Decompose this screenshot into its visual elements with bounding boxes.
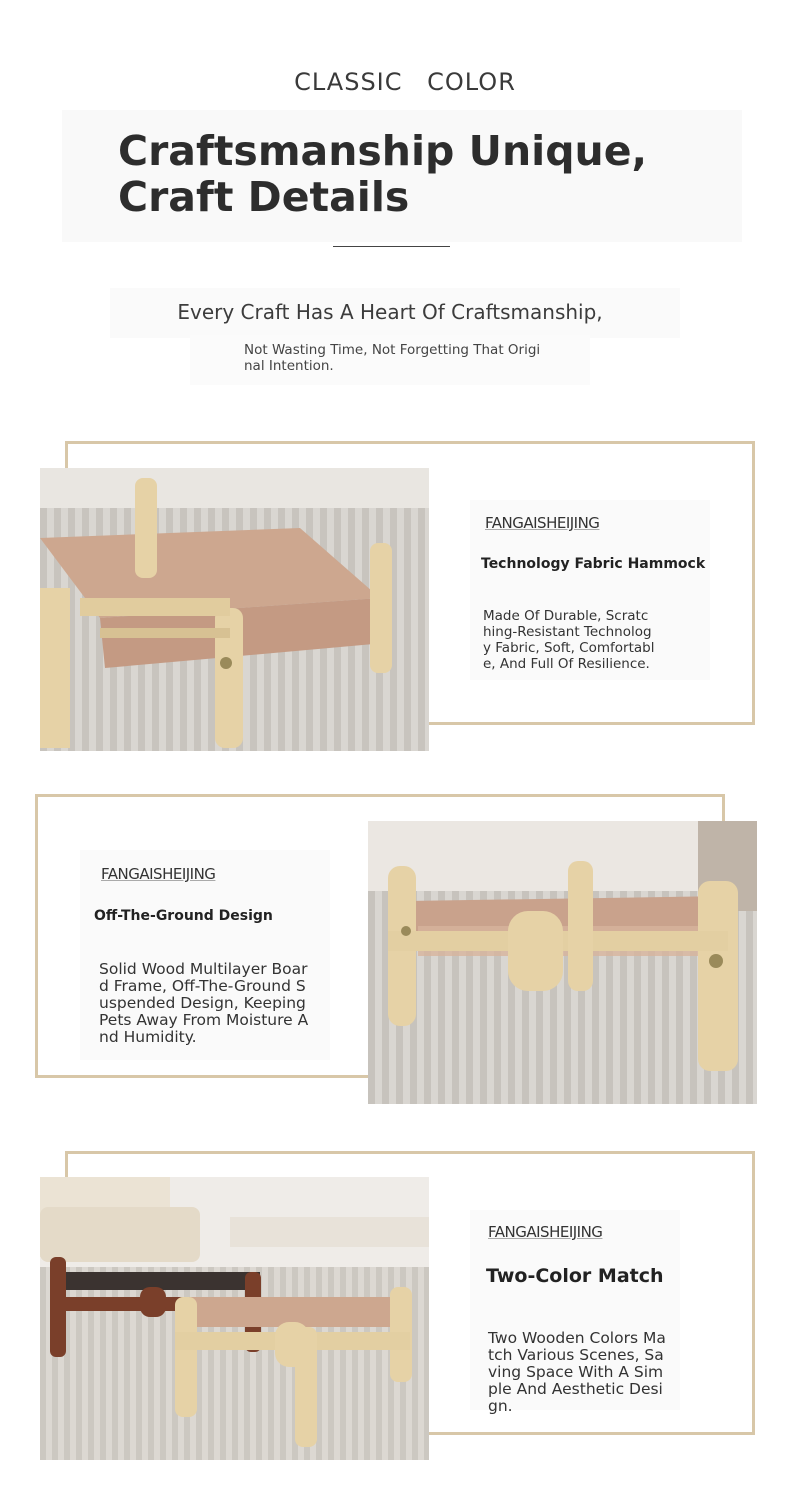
pet-bed-photo-3 (40, 1177, 429, 1460)
section-kicker: CLASSIC COLOR (294, 68, 516, 96)
feature-2-title: Off-The-Ground Design (94, 908, 273, 924)
feature-3-brand: FANGAISHEIJING (488, 1223, 603, 1241)
feature-2-brand: FANGAISHEIJING (101, 865, 216, 883)
page-description: Not Wasting Time, Not Forgetting That Original Intention. (244, 342, 541, 374)
page-title: Craftsmanship Unique, Craft Details (118, 127, 648, 221)
feature-2-text: Solid Wood Multilayer Board Frame, Off-The-Ground Suspended Design, Keeping Pets Away From Moisture And Humidity. (99, 960, 309, 1046)
pet-bed-photo-2 (368, 821, 757, 1104)
pet-bed-photo-1 (40, 468, 429, 751)
feature-3-text: Two Wooden Colors Match Various Scenes, Saving Space With A Simple And Aesthetic Design. (488, 1329, 666, 1415)
feature-1-title: Technology Fabric Hammock (481, 556, 706, 572)
page-subtitle: Every Craft Has A Heart Of Craftsmanship, (177, 300, 603, 324)
feature-1-text: Made Of Durable, Scratching-Resistant Technology Fabric, Soft, Comfortable, And Full Of Resilience. (483, 608, 655, 672)
title-divider (333, 246, 450, 247)
feature-1-brand: FANGAISHEIJING (485, 514, 600, 532)
feature-3-title: Two-Color Match (486, 1265, 664, 1287)
